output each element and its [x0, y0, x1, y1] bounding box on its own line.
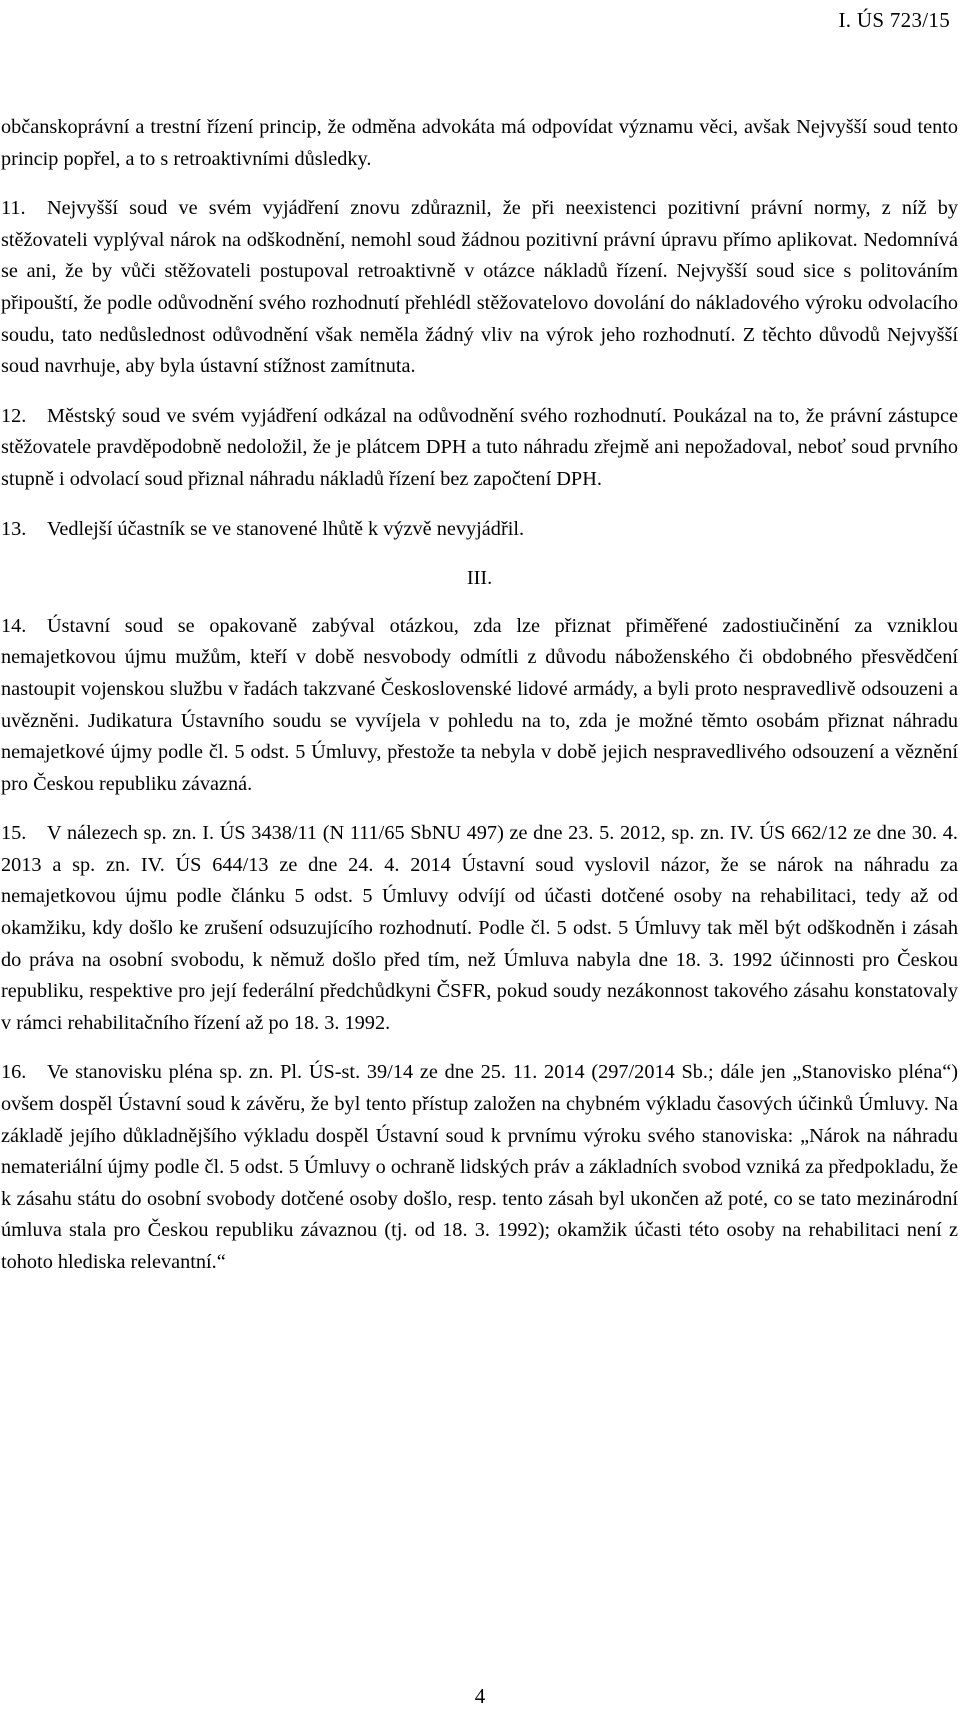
- document-body: [0, 112, 960, 1297]
- paragraph-text: Vedlejší účastník se ve stanovené lhůtě k výzvě nevyjádřil.: [47, 517, 525, 540]
- paragraph-text: Ústavní soud se opakovaně zabýval otázkou, zda lze přiznat přiměřené zadostiučinění za vzniklou nemajetkovou újmu mužům, kteří v době nesvobody odmítli z důvodu náboženského či obdobného přesvědčení nastoupit vojenskou službu v řadách takzvané Československé lidové armády, a byli proto nespravedlivě odsouzeni a uvězněni. Judikatura Ústavního soudu se vyvíjela v pohledu na to, zda je možné těmto osobám přiznat náhradu nemajetkové újmy podle čl. 5 odst. 5 Úmluvy, přestože ta nebyla v době jejich nespravedlivého odsouzení a věznění pro Českou republiku závazná.: [1, 614, 958, 795]
- paragraph-16: [1, 1057, 958, 1278]
- paragraph-number: 11.: [1, 197, 26, 220]
- paragraph-number: 13.: [1, 517, 27, 540]
- paragraph-text: občanskoprávní a trestní řízení princip, že odměna advokáta má odpovídat významu věci, avšak Nejvyšší soud tento princip popřel, a to s retroaktivními důsledky.: [1, 116, 958, 170]
- paragraph-number: 14.: [1, 614, 27, 637]
- paragraph-12: [1, 401, 958, 496]
- paragraph-15: [1, 818, 958, 1039]
- paragraph-number: 16.: [1, 1061, 27, 1084]
- paragraph-number: 12.: [1, 404, 27, 427]
- paragraph-13: [1, 514, 958, 546]
- paragraph-number: 15.: [1, 822, 27, 845]
- section-heading: III.: [466, 567, 493, 590]
- paragraph-text: Nejvyšší soud ve svém vyjádření znovu zdůraznil, že při neexistenci pozitivní právní normy, z níž by stěžovateli vyplýval nárok na odškodnění, nemohl soud žádnou pozitivní právní úpravu přímo aplikovat. Nedomnívá se ani, že by vůči stěžovateli postupoval retroaktivně v otázce nákladů řízení. Nejvyšší soud sice s politováním připouští, že podle odůvodnění svého rozhodnutí přehlédl stěžovatelovo dovolání do nákladového výroku odvolacího soudu, tato nedůslednost odůvodnění však neměla žádný vliv na výrok jeho rozhodnutí. Z těchto důvodů Nejvyšší soud navrhuje, aby byla ústavní stížnost zamítnuta.: [1, 197, 958, 378]
- paragraph-14: [1, 611, 958, 801]
- paragraph-continuation: [1, 112, 958, 175]
- paragraph-text: Ve stanovisku pléna sp. zn. Pl. ÚS-st. 39/14 ze dne 25. 11. 2014 (297/2014 Sb.; dále jen „Stanovisko pléna“) ovšem dospěl Ústavní soud k závěru, že byl tento přístup založen na chybném výkladu časových účinků Úmluvy. Na základě jejího důkladnějšího výkladu dospěl Ústavní soud k prvnímu výroku svého stanoviska: „Nárok na náhradu nemateriální újmy podle čl. 5 odst. 5 Úmluvy o ochraně lidských práv a základních svobod vzniká za předpokladu, že k zásahu státu do osobní svobody dotčené osoby došlo, resp. tento zásah byl ukončen až poté, co se tato mezinárodní úmluva stala pro Českou republiku závaznou (tj. od 18. 3. 1992); okamžik účasti této osoby na rehabilitaci není z tohoto hlediska relevantní.“: [1, 1061, 958, 1273]
- paragraph-11: [1, 193, 958, 383]
- paragraph-text: Městský soud ve svém vyjádření odkázal na odůvodnění svého rozhodnutí. Poukázal na to, že právní zástupce stěžovatele pravděpodobně nedoložil, že je plátcem DPH a tuto náhradu zřejmě ani nepožadoval, neboť soud prvního stupně i odvolací soud přiznal náhradu nákladů řízení bez započtení DPH.: [1, 404, 958, 490]
- page-number: 4: [474, 1684, 486, 1708]
- page-header-case-number: I. ÚS 723/15: [838, 8, 950, 32]
- paragraph-text: V nálezech sp. zn. I. ÚS 3438/11 (N 111/65 SbNU 497) ze dne 23. 5. 2012, sp. zn. IV. ÚS 662/12 ze dne 30. 4. 2013 a sp. zn. IV. ÚS 644/13 ze dne 24. 4. 2014 Ústavní soud vyslovil názor, že se nárok na náhradu za nemajetkovou újmu podle článku 5 odst. 5 Úmluvy odvíjí od účasti dotčené osoby na rehabilitaci, tedy až od okamžiku, kdy došlo ke zrušení odsuzujícího rozhodnutí. Podle čl. 5 odst. 5 Úmluvy tak měl být odškodněn i zásah do práva na osobní svobodu, k němuž došlo před tím, než Úmluva nabyla dne 18. 3. 1992 účinnosti pro Českou republiku, respektive pro její federální předchůdkyni ČSFR, pokud soudy nezákonnost takového zásahu konstatovaly v rámci rehabilitačního řízení až po 18. 3. 1992.: [1, 822, 958, 1034]
